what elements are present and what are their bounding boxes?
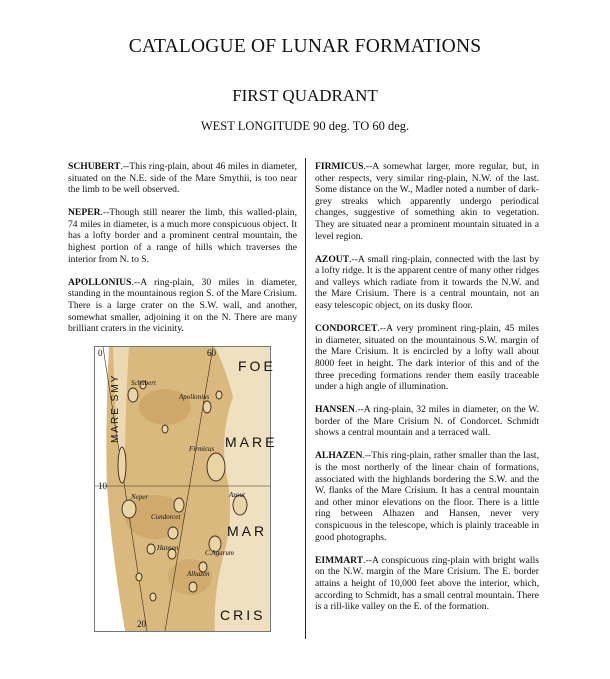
map-crater-label: Schubert: [131, 379, 156, 387]
entry-name: EIMMART: [315, 554, 364, 566]
entry-text: .--A ring-plain, 30 miles in diameter, standing in the mountainous region S. of the Mare Crisium. There is a large crater on the S.W. wall, and another, somewhat smaller, adjoining it on the N. There are many brilliant craters in the vicinity.: [68, 276, 297, 335]
map-crater-apollonius: [203, 401, 211, 413]
map-crater-label: Neper: [131, 493, 149, 501]
map-crater: [216, 391, 222, 399]
entry-neper: [68, 207, 297, 265]
map-region-label: CRIS: [220, 607, 266, 623]
map-crater-label: Firmicus: [189, 445, 215, 453]
map-crater-label: Hansen: [157, 544, 179, 552]
longitude-subheading: WEST LONGITUDE 90 deg. TO 60 deg.: [200, 119, 410, 133]
entry-alhazen: [315, 450, 539, 543]
entry-text: .--A small ring-plain, connected with the last by a lofty ridge. It is the apparent centre of many other ridges and valleys which radiate from it towards the N.W. and the Mare Crisium. There is a central mountain, not an easy telescopic object, on its dusky floor.: [315, 253, 539, 312]
entry-text: .--A ring-plain, 32 miles in diameter, on the W. border of the Mare Crisium N. of Condorcet. Schmidt shows a central mountain and a terraced wall.: [315, 404, 539, 439]
entry-name: AZOUT: [315, 253, 350, 265]
quadrant-heading: FIRST QUADRANT: [232, 86, 378, 105]
map-region-label: MARE: [225, 434, 278, 450]
entry-text: .--This ring-plain, about 46 miles in diameter, situated on the N.E. side of the Mare Smythii, is too near the limb to be well observed.: [68, 161, 297, 196]
entry-text: .--A very prominent ring-plain, 45 miles in diameter, situated on the mountainous S.W. margin of the Mare Crisium. It is encircled by a lofty wall about 8000 feet in height. The dark interior of this and of the three preceding formations render them easily traceable under a high angle of illumination.: [315, 323, 539, 393]
entry-schubert: [68, 161, 297, 196]
map-crater-label: Azout: [229, 491, 245, 499]
map-crater-label: C.Agarum: [205, 549, 234, 557]
left-column: [68, 161, 297, 346]
entry-name: SCHUBERT: [68, 161, 121, 172]
map-crater: [150, 593, 156, 601]
map-grid-label-60: 60: [207, 348, 216, 358]
map-crater-label: Apollonius: [179, 393, 210, 401]
lunar-map: [94, 346, 278, 632]
map-grid-label-20: 20: [137, 619, 146, 629]
map-grid-label-0: 0: [98, 348, 103, 358]
entry-azout: [315, 254, 539, 312]
map-crater-label: Condorcet: [151, 513, 181, 521]
column-divider: [305, 158, 306, 639]
entry-hansen: [315, 404, 539, 439]
map-crater-neper: [122, 500, 136, 518]
map-grid-label-10: 10: [98, 481, 107, 491]
map-crater: [174, 498, 184, 512]
map-crater-neper-ridge: [118, 447, 126, 483]
map-crater: [162, 425, 168, 433]
map-crater-condorcet: [168, 527, 178, 539]
entry-text: .--Though still nearer the limb, this walled-plain, 74 miles in diameter, is a much more conspicuous object. It has a lofty border and a prominent central mountain, the highest portion of a range of hills which traverses the interior from N. to S.: [68, 207, 297, 265]
map-mare-smythii-label: MARE SMY: [110, 373, 121, 443]
entry-apollonius: [68, 277, 297, 335]
map-crater: [136, 573, 142, 581]
entry-name: NEPER: [68, 207, 101, 219]
entry-name: APOLLONIUS: [68, 276, 132, 288]
page-title: CATALOGUE OF LUNAR FORMATIONS: [128, 36, 482, 57]
entry-name: FIRMICUS: [315, 161, 364, 172]
map-region-label: MAR: [227, 523, 268, 539]
entry-text: .--This ring-plain, rather smaller than the last, is the most northerly of the linear chain of formations, associated with the highlands bordering the S.W. and the W. flanks of the Mare Crisium. It has a central mountain and other minor elevations on the floor. There is a little ring between Alhazen and Hansen, never very conspicuous in the telescope, which is plainly traceable in good photographs.: [315, 450, 539, 543]
entry-condorcet: [315, 323, 539, 393]
map-crater-label: Alhazen: [187, 570, 210, 578]
entry-eimmart: [315, 555, 539, 613]
map-crater-schubert: [128, 388, 138, 402]
right-column: [315, 161, 539, 624]
map-crater-firmicus: [207, 453, 225, 481]
lunar-map-svg: [95, 347, 278, 631]
entry-name: CONDORCET: [315, 323, 378, 335]
entry-firmicus: [315, 161, 539, 242]
entry-text: .--A somewhat larger, more regular, but, in other respects, very similar ring-plain, N.W. of the last. Some distance on the W., Madler noted a number of dark-grey streaks which apparently undergo periodical changes, suggestive of something akin to vegetation. They are situated near a prominent mountain situated in a level region.: [315, 161, 539, 242]
map-region-label: FOE: [238, 358, 276, 374]
entry-text: .--A conspicuous ring-plain with bright walls on the N.W. margin of the Mare Crisium. The E. border attains a height of 10,000 feet above the interior, which, according to Schmidt, has a small central mountain. There is a rill-like valley on the E. of the formation.: [315, 554, 539, 613]
entry-name: ALHAZEN: [315, 450, 363, 462]
map-crater: [147, 544, 155, 554]
map-crater-alhazen: [189, 582, 197, 592]
entry-name: HANSEN: [315, 404, 355, 416]
